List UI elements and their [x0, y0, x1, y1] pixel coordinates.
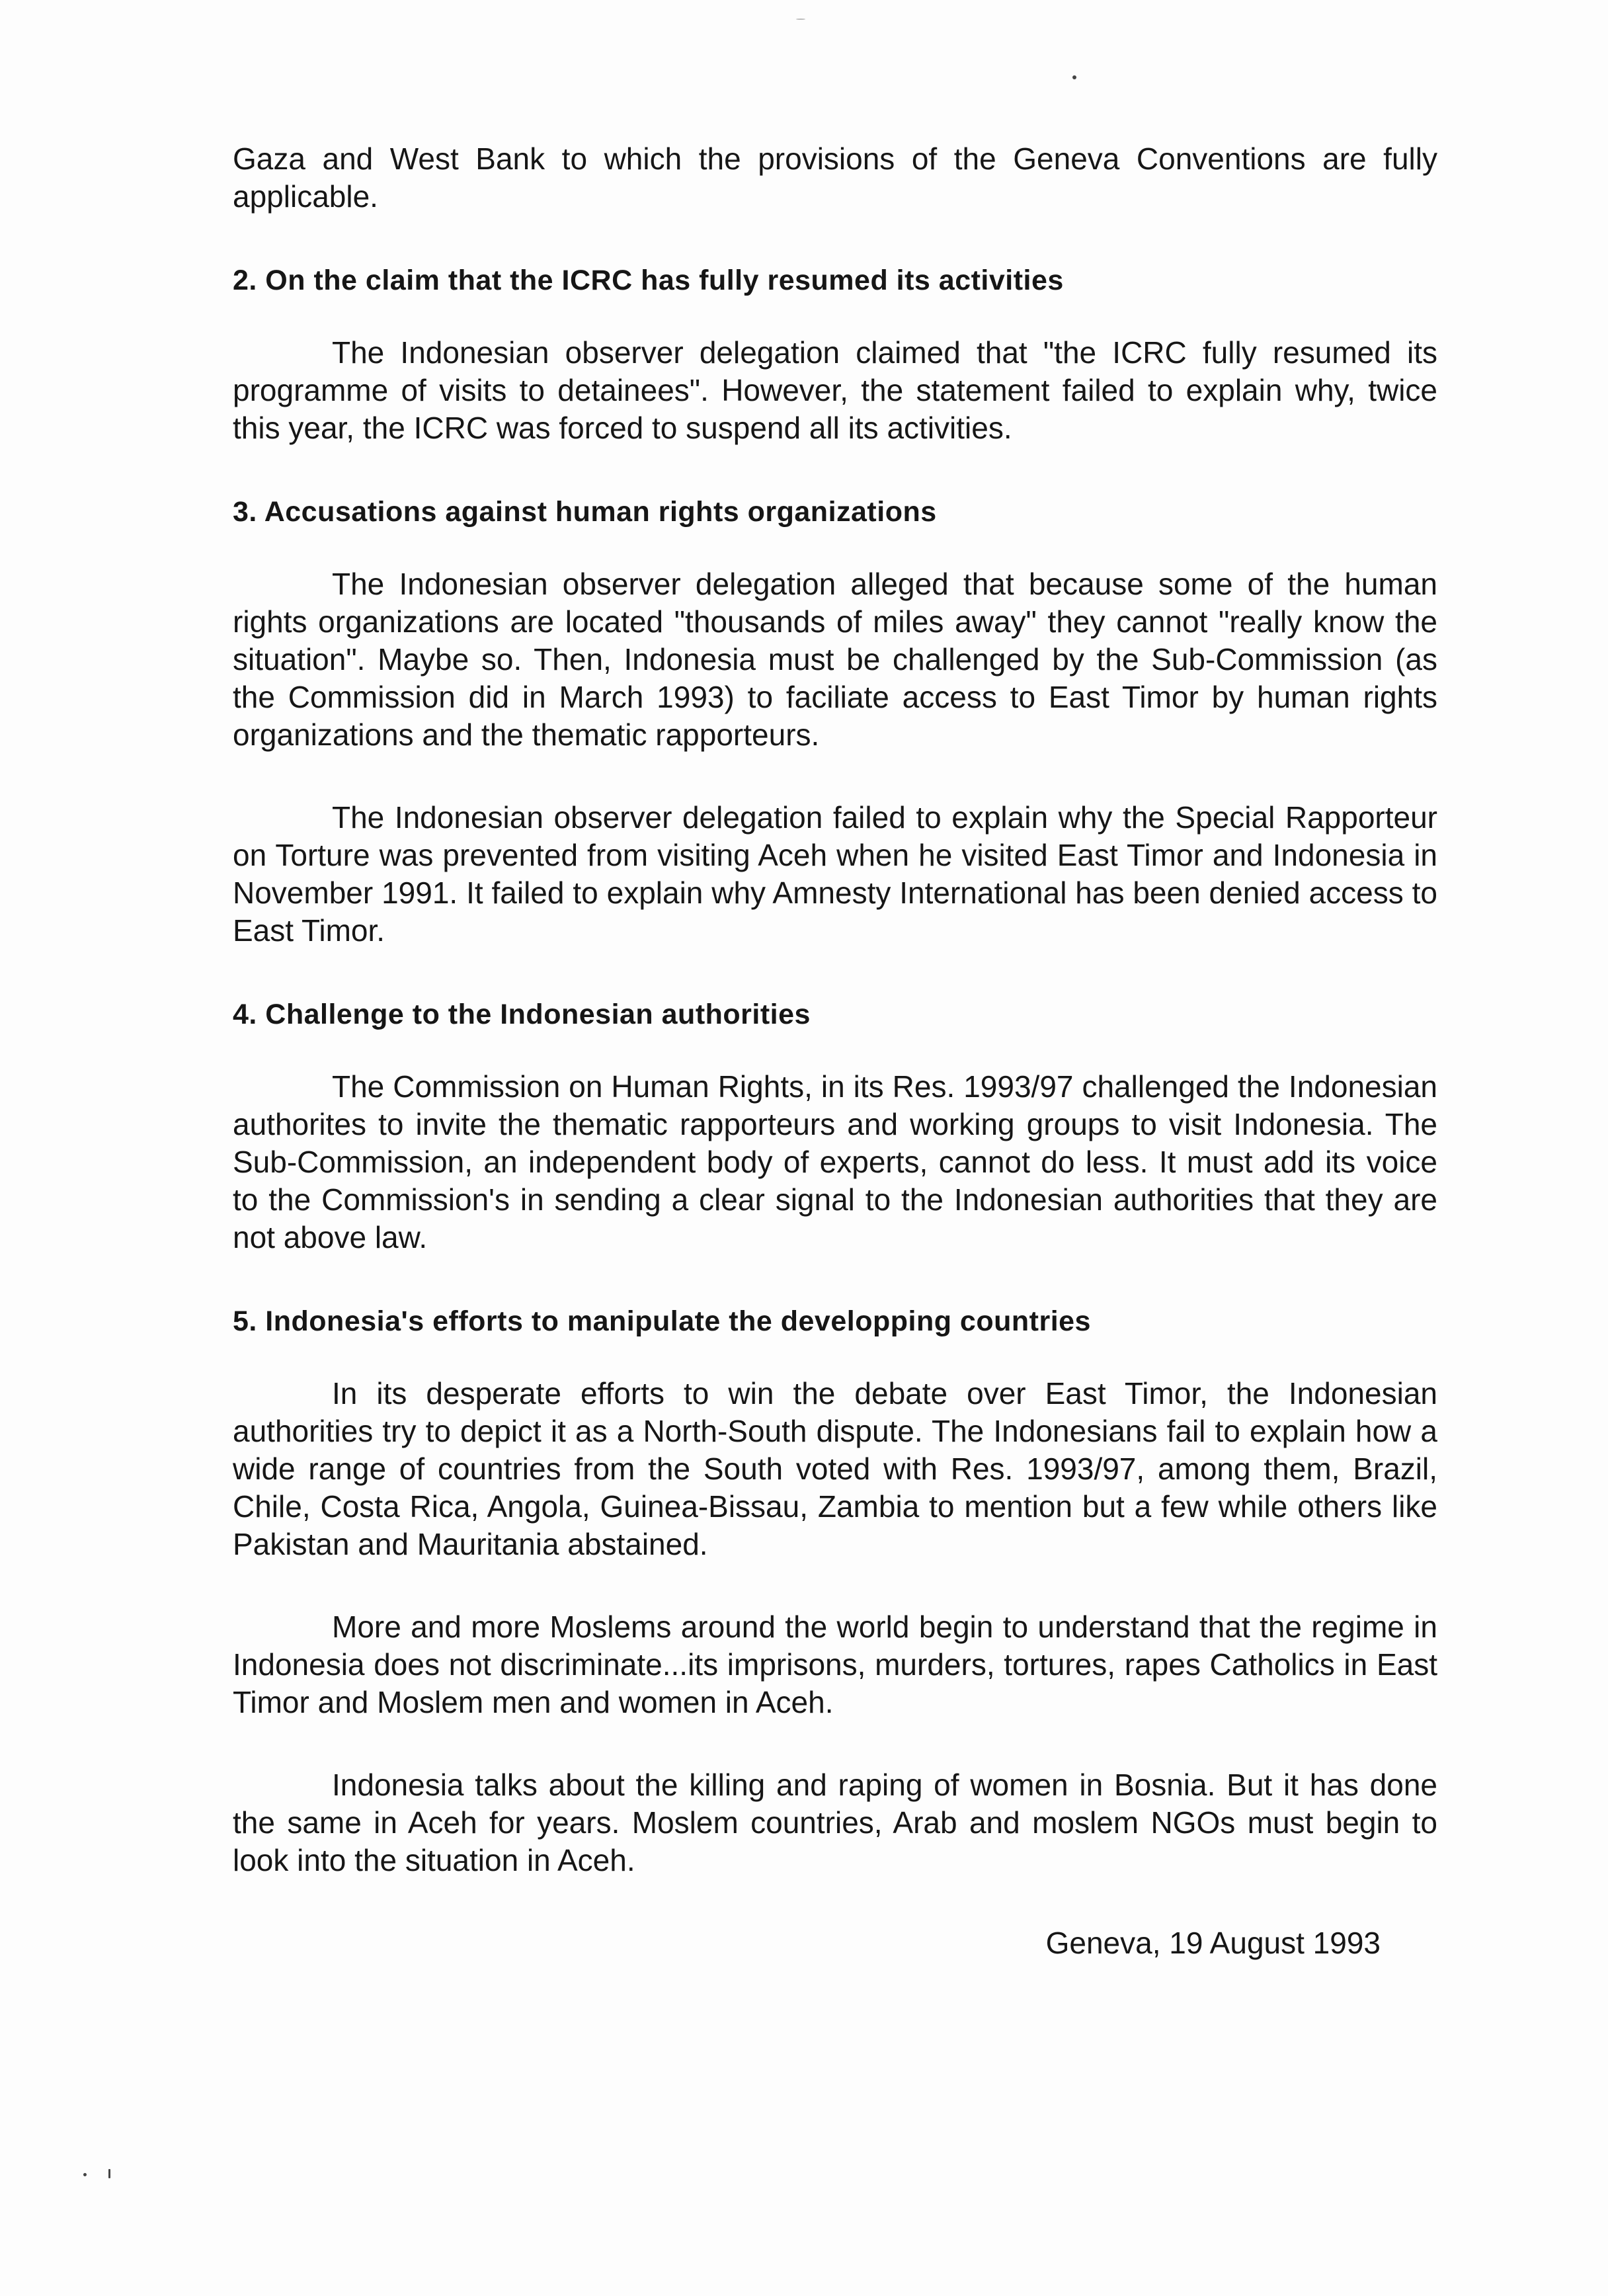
- section-heading-challenge: 4. Challenge to the Indonesian authorities: [233, 999, 811, 1030]
- document-body: [233, 140, 1437, 1962]
- paragraph-challenge: The Commission on Human Rights, in its Res. 1993/97 challenged the Indonesian authorites to invite the thematic rapporteurs and working groups to visit Indonesia. The Sub-Commission, an independent body of experts, cannot do less. It must add its voice to the Commission's in sending a clear signal to the Indonesian authorities that they are not above law.: [233, 1069, 1437, 1254]
- scan-speck: [1072, 75, 1076, 79]
- paragraph-accusations-1: The Indonesian observer delegation alleged that because some of the human rights organizations are located "thousands of miles away" they cannot "really know the situation". Maybe so. Then, Indonesia must be challenged by the Sub-Commission (as the Commission did in March 1993) to faciliate access to East Timor by human rights organizations and the thematic rapporteurs.: [233, 567, 1437, 752]
- signoff-place-date: Geneva, 19 August 1993: [1045, 1926, 1381, 1960]
- section-heading-accusations: 3. Accusations against human rights organizations: [233, 496, 937, 528]
- opening-paragraph: Gaza and West Bank to which the provisions of the Geneva Conventions are fully applicable.: [233, 142, 1437, 214]
- scan-speck: [796, 19, 805, 20]
- section-heading-manipulation: 5. Indonesia's efforts to manipulate the developping countries: [233, 1305, 1091, 1337]
- scan-speck: [83, 2173, 87, 2176]
- section-heading-icrc: 2. On the claim that the ICRC has fully resumed its activities: [233, 265, 1064, 296]
- paragraph-manipulation-1: In its desperate efforts to win the debate over East Timor, the Indonesian authorities try to depict it as a North-South dispute. The Indonesians fail to explain how a wide range of countries from the South voted with Res. 1993/97, among them, Brazil, Chile, Costa Rica, Angola, Guinea-Bissau, Zambia to mention but a few while others like Pakistan and Mauritania abstained.: [233, 1376, 1437, 1561]
- paragraph-manipulation-3: Indonesia talks about the killing and raping of women in Bosnia. But it has done the same in Aceh for years. Moslem countries, Arab and moslem NGOs must begin to look into the situation in Aceh.: [233, 1768, 1437, 1877]
- paragraph-manipulation-2: More and more Moslems around the world begin to understand that the regime in Indonesia does not discriminate...its imprisons, murders, tortures, rapes Catholics in East Timor and Moslem men and women in Aceh.: [233, 1610, 1437, 1719]
- scan-speck: [108, 2169, 110, 2178]
- paragraph-accusations-2: The Indonesian observer delegation failed to explain why the Special Rapporteur on Torture was prevented from visiting Aceh when he visited East Timor and Indonesia in November 1991. It failed to explain why Amnesty International has been denied access to East Timor.: [233, 800, 1437, 948]
- paragraph-icrc: The Indonesian observer delegation claimed that "the ICRC fully resumed its programme of visits to detainees". However, the statement failed to explain why, twice this year, the ICRC was forced to suspend all its activities.: [233, 335, 1437, 445]
